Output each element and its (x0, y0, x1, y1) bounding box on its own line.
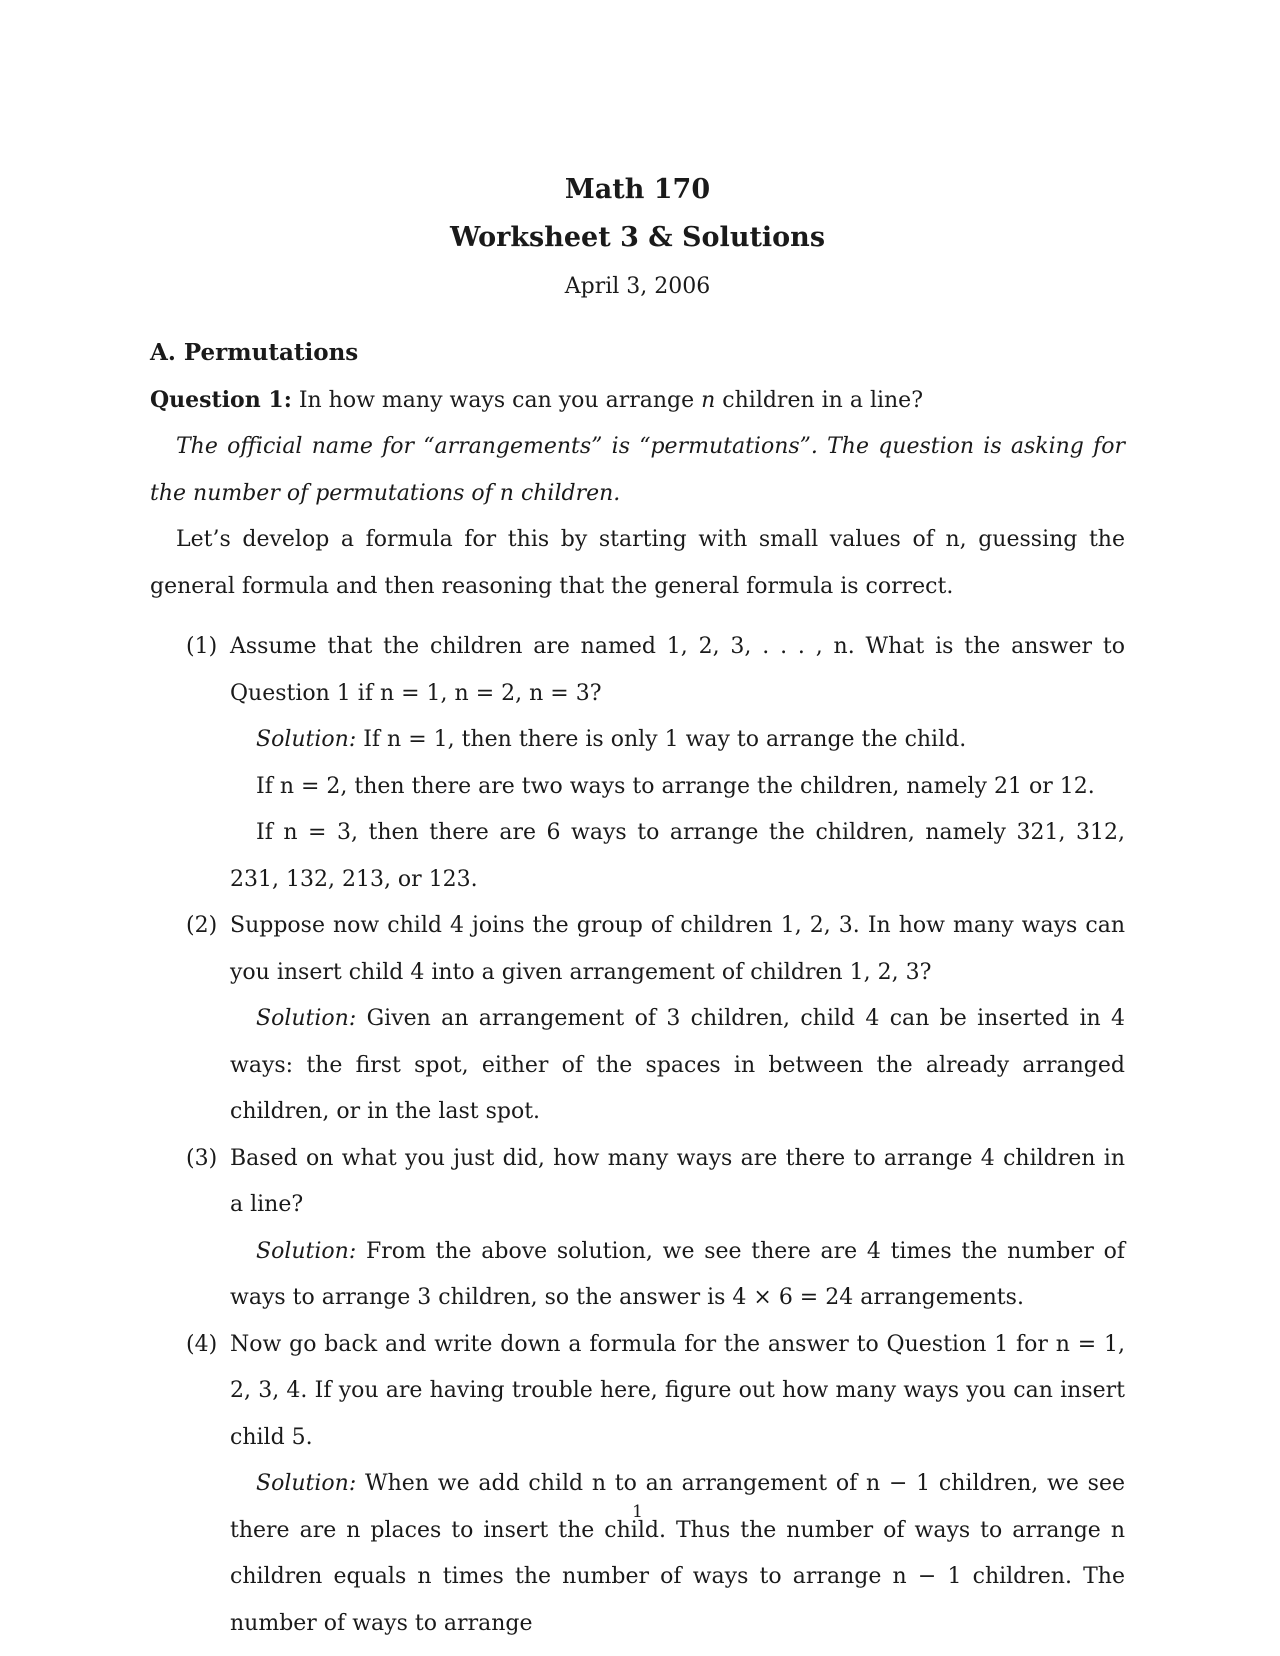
page-number: 1 (632, 1502, 643, 1522)
course-title: Math 170 (564, 174, 711, 205)
list-item (150, 1322, 1125, 1462)
document-body (150, 330, 1125, 1647)
question-1 (150, 377, 1125, 425)
solution-paragraph (150, 1461, 1125, 1647)
solution-label: Solution: (256, 1006, 357, 1031)
item-text: Suppose now child 4 joins the group of children 1, 2, 3. In how many ways can you insert child 4 into a given arrangement of children 1, 2, 3? (230, 913, 1125, 985)
solution-paragraph (150, 1229, 1125, 1322)
item-number: (2) (186, 913, 218, 938)
intro-paragraph: Let’s develop a formula for this by starting with small values of n, guessing the general formula and then reasoning that the general formula is correct. (150, 527, 1125, 599)
solution-line (150, 717, 1125, 764)
solution-line: If n = 3, then there are 6 ways to arrange the children, namely 321, 312, 231, 132, 213, or 123. (230, 820, 1125, 892)
solution-label: Solution: (256, 1238, 357, 1264)
solution-text: If n = 1, then there is only 1 way to arrange the child. (363, 727, 967, 752)
solution-paragraph (150, 996, 1125, 1136)
worksheet-title: Worksheet 3 & Solutions (449, 222, 826, 253)
solution-text: From the above solution, we see there are 4 times the number of ways to arrange 3 children, so the answer is 4 × 6 = 24 arrangements. (230, 1238, 1125, 1310)
document-page (150, 0, 1125, 1656)
question-1-text-after: children in a line? (715, 387, 923, 413)
solution-text: Given an arrangement of 3 children, child 4 can be inserted in 4 ways: the first spot, either of the spaces in between the already arranged children, or in the last spot. (230, 1006, 1125, 1124)
list-item (150, 903, 1125, 996)
item-number: (1) (186, 634, 218, 659)
solution-text: When we add child n to an arrangement of n − 1 children, we see there are n places to insert the child. Thus the number of ways to arrange n children equals n times the number of ways to arrange n − 1 children. The number of ways to arrange (230, 1471, 1125, 1636)
list-item (150, 1136, 1125, 1229)
item-text: Based on what you just did, how many ways are there to arrange 4 children in a line? (230, 1145, 1125, 1217)
question-list (150, 624, 1125, 1647)
item-number: (4) (186, 1331, 218, 1357)
solution-label: Solution: (256, 727, 357, 752)
intro-italic-paragraph: The official name for “arrangements” is “permutations”. The question is asking for the number of permutations of n children. (150, 434, 1125, 506)
solution-line: If n = 2, then there are two ways to arrange the children, namely 21 or 12. (256, 773, 1095, 799)
section-heading: A. Permutations (150, 339, 359, 366)
item-number: (3) (186, 1145, 218, 1171)
list-item (150, 624, 1125, 717)
solution-label: Solution: (256, 1471, 357, 1496)
item-text: Assume that the children are named 1, 2, 3, . . . , n. What is the answer to Question 1 if n = 1, n = 2, n = 3? (230, 634, 1125, 706)
question-1-text-before: In how many ways can you arrange (298, 387, 702, 413)
item-text: Now go back and write down a formula for the answer to Question 1 for n = 1, 2, 3, 4. If you are having trouble here, figure out how many ways you can insert child 5. (230, 1331, 1125, 1450)
question-1-label: Question 1: (150, 386, 292, 413)
question-1-var: n (701, 387, 716, 413)
document-date: April 3, 2006 (564, 274, 711, 299)
